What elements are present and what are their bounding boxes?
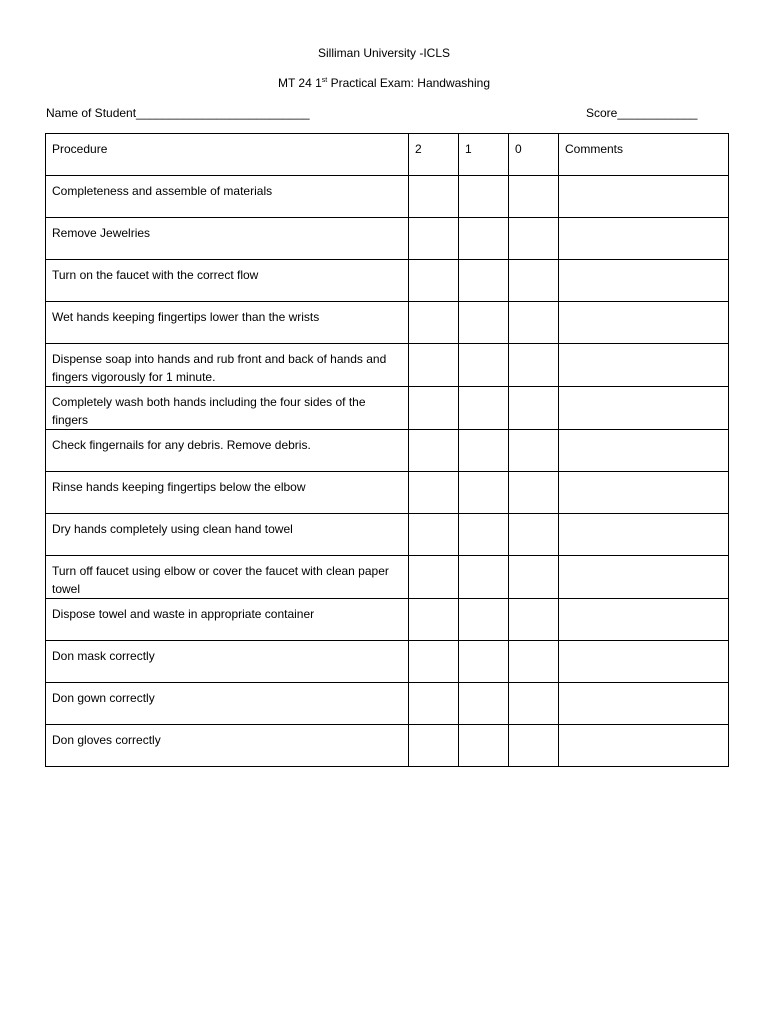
score-0-cell[interactable]	[509, 683, 559, 725]
score-1-cell[interactable]	[459, 176, 509, 218]
table-header-row	[46, 134, 729, 176]
score-1-cell[interactable]	[459, 344, 509, 387]
score-1-cell[interactable]	[459, 599, 509, 641]
checklist-table	[45, 133, 729, 767]
comments-cell[interactable]	[559, 218, 729, 260]
score-0-cell[interactable]	[509, 218, 559, 260]
score-0-cell[interactable]	[509, 302, 559, 344]
comments-cell[interactable]	[559, 344, 729, 387]
score-2-cell[interactable]	[409, 260, 459, 302]
comments-cell[interactable]	[559, 556, 729, 599]
comments-cell[interactable]	[559, 472, 729, 514]
comments-cell[interactable]	[559, 176, 729, 218]
score-0-cell[interactable]	[509, 260, 559, 302]
student-name-line: Name of Student__________________________	[46, 106, 310, 120]
table-row	[46, 260, 729, 302]
table-row	[46, 430, 729, 472]
score-1-cell[interactable]	[459, 387, 509, 430]
institution-heading: Silliman University -ICLS	[317, 46, 451, 60]
score-1-cell[interactable]	[459, 472, 509, 514]
header-score-2: 2	[409, 134, 459, 176]
exam-title-superscript: st	[321, 77, 328, 84]
procedure-cell: Completely wash both hands including the four sides of the fingers	[46, 387, 409, 430]
table-row	[46, 599, 729, 641]
header-comments: Comments	[559, 134, 729, 176]
header-score-1: 1	[459, 134, 509, 176]
comments-cell[interactable]	[559, 683, 729, 725]
score-0-cell[interactable]	[509, 556, 559, 599]
exam-title	[0, 76, 768, 90]
score-2-cell[interactable]	[409, 302, 459, 344]
comments-cell[interactable]	[559, 725, 729, 767]
score-0-cell[interactable]	[509, 725, 559, 767]
score-0-cell[interactable]	[509, 344, 559, 387]
comments-cell[interactable]	[559, 260, 729, 302]
comments-cell[interactable]	[559, 387, 729, 430]
procedure-cell: Rinse hands keeping fingertips below the elbow	[46, 472, 409, 514]
procedure-cell: Don mask correctly	[46, 641, 409, 683]
procedure-cell: Check fingernails for any debris. Remove debris.	[46, 430, 409, 472]
score-1-cell[interactable]	[459, 556, 509, 599]
comments-cell[interactable]	[559, 302, 729, 344]
header-score-0: 0	[509, 134, 559, 176]
score-1-cell[interactable]	[459, 514, 509, 556]
score-2-cell[interactable]	[409, 430, 459, 472]
table-row	[46, 683, 729, 725]
score-2-cell[interactable]	[409, 641, 459, 683]
score-0-cell[interactable]	[509, 599, 559, 641]
procedure-cell: Don gown correctly	[46, 683, 409, 725]
procedure-cell: Dispense soap into hands and rub front and back of hands and fingers vigorously for 1 minute.	[46, 344, 409, 387]
table-row	[46, 344, 729, 387]
score-0-cell[interactable]	[509, 641, 559, 683]
score-2-cell[interactable]	[409, 344, 459, 387]
table-row	[46, 725, 729, 767]
score-2-cell[interactable]	[409, 725, 459, 767]
procedure-cell: Remove Jewelries	[46, 218, 409, 260]
score-2-cell[interactable]	[409, 218, 459, 260]
procedure-cell: Wet hands keeping fingertips lower than the wrists	[46, 302, 409, 344]
comments-cell[interactable]	[559, 514, 729, 556]
table-row	[46, 556, 729, 599]
score-1-cell[interactable]	[459, 641, 509, 683]
score-0-cell[interactable]	[509, 472, 559, 514]
score-0-cell[interactable]	[509, 176, 559, 218]
table-row	[46, 302, 729, 344]
procedure-cell: Turn on the faucet with the correct flow	[46, 260, 409, 302]
table-row	[46, 472, 729, 514]
score-2-cell[interactable]	[409, 176, 459, 218]
score-1-cell[interactable]	[459, 218, 509, 260]
comments-cell[interactable]	[559, 641, 729, 683]
table-row	[46, 176, 729, 218]
procedure-cell: Dispose towel and waste in appropriate container	[46, 599, 409, 641]
header-procedure: Procedure	[46, 134, 409, 176]
score-2-cell[interactable]	[409, 514, 459, 556]
table-row	[46, 218, 729, 260]
score-0-cell[interactable]	[509, 387, 559, 430]
exam-title-prefix: MT 24 1	[277, 76, 322, 90]
procedure-cell: Turn off faucet using elbow or cover the faucet with clean paper towel	[46, 556, 409, 599]
score-2-cell[interactable]	[409, 387, 459, 430]
score-1-cell[interactable]	[459, 260, 509, 302]
score-line: Score____________	[586, 106, 698, 120]
score-2-cell[interactable]	[409, 683, 459, 725]
score-1-cell[interactable]	[459, 683, 509, 725]
score-1-cell[interactable]	[459, 302, 509, 344]
score-1-cell[interactable]	[459, 430, 509, 472]
score-2-cell[interactable]	[409, 599, 459, 641]
procedure-cell: Dry hands completely using clean hand towel	[46, 514, 409, 556]
score-1-cell[interactable]	[459, 725, 509, 767]
comments-cell[interactable]	[559, 599, 729, 641]
score-2-cell[interactable]	[409, 556, 459, 599]
comments-cell[interactable]	[559, 430, 729, 472]
procedure-cell: Completeness and assemble of materials	[46, 176, 409, 218]
table-row	[46, 514, 729, 556]
table-row	[46, 641, 729, 683]
procedure-cell: Don gloves correctly	[46, 725, 409, 767]
exam-title-suffix: Practical Exam: Handwashing	[327, 76, 490, 90]
table-row	[46, 387, 729, 430]
score-0-cell[interactable]	[509, 430, 559, 472]
score-2-cell[interactable]	[409, 472, 459, 514]
score-0-cell[interactable]	[509, 514, 559, 556]
